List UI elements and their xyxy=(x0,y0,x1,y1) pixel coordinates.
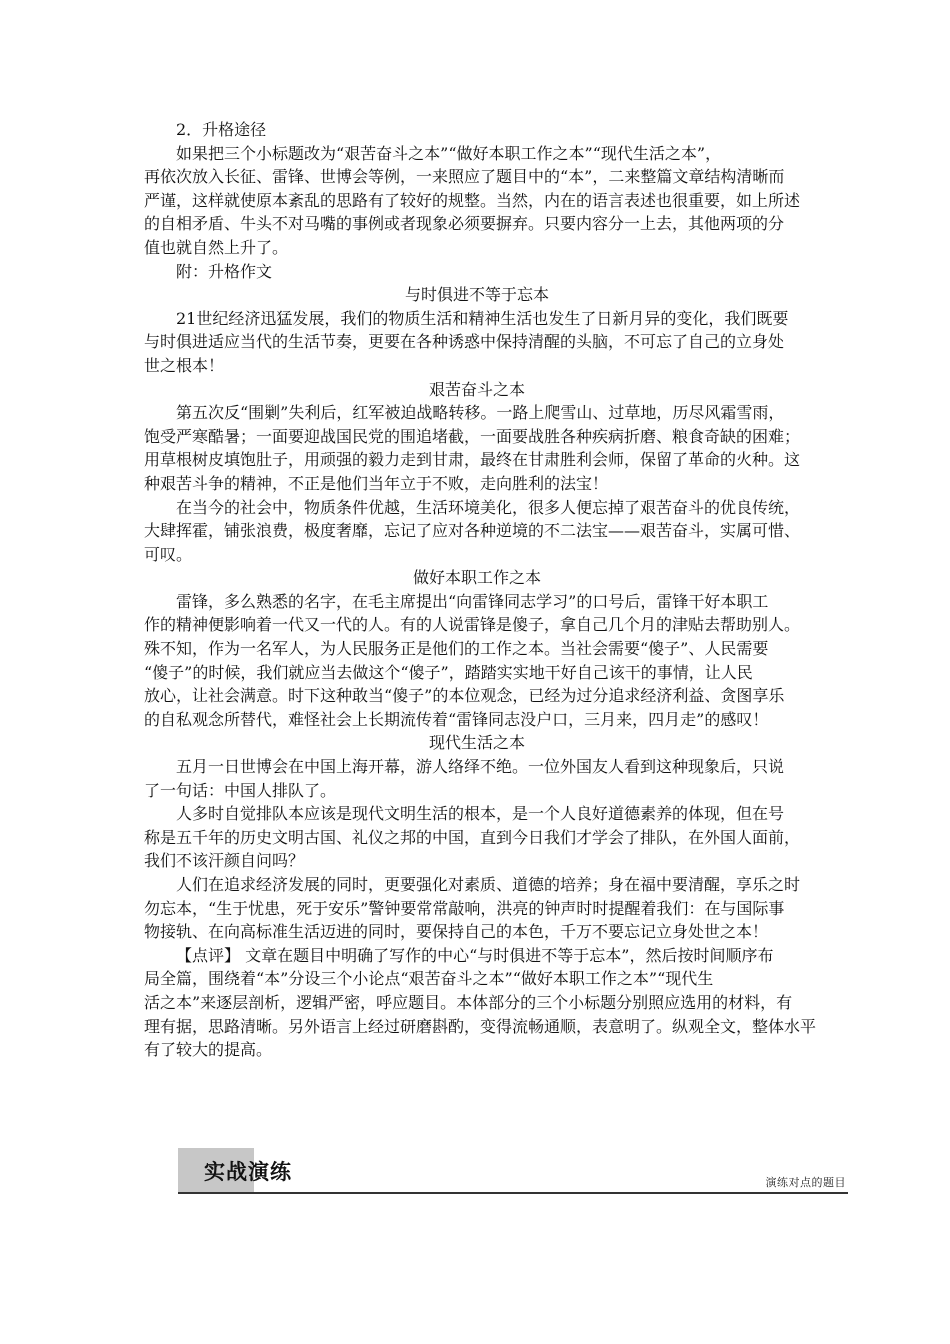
text-line: 值也就自然上升了。 xyxy=(144,237,289,257)
practice-title: 实战演练 xyxy=(204,1160,292,1184)
text-line: 世之根本！ xyxy=(144,355,225,375)
paragraph-lei-feng xyxy=(144,590,810,732)
paragraph-queue xyxy=(144,802,810,873)
text-line: 物接轨、在向高标准生活迈进的同时，要保持自己的本色，千万不要忘记立身处世之本！ xyxy=(144,922,769,942)
text-line: 理有据，思路清晰。另外语言上经过研磨斟酌，变得流畅通顺，表意明了。纵观全文，整体水平 xyxy=(144,1016,817,1036)
text-line: 的自相矛盾、牛头不对马嘴的事例或者现象必须要摒弃。只要内容分一上去，其他两项的分 xyxy=(144,214,785,234)
text-line: 饱受严寒酷暑；一面要迎战国民党的围追堵截，一面要战胜各种疾病折磨、粮食奇缺的困难； xyxy=(144,426,801,446)
text-line: 局全篇，围绕着“本”分设三个小论点“艰苦奋斗之本”“做好本职工作之本”“现代生 xyxy=(144,969,714,989)
subheading-duty: 做好本职工作之本 xyxy=(412,568,541,588)
practice-section-header xyxy=(178,1148,848,1194)
header-divider xyxy=(178,1192,848,1194)
text-line: 在当今的社会中，物质条件优越，生活环境美化，很多人便忘掉了艰苦奋斗的优良传统， xyxy=(176,497,801,517)
text-line: 称是五千年的历史文明古国、礼仪之邦的中国，直到今日我们才学会了排队，在外国人面前， xyxy=(144,827,801,847)
appendix-label: 附：升格作文 xyxy=(176,261,273,281)
text-line: 雷锋，多么熟悉的名字，在毛主席提出“向雷锋同志学习”的口号后，雷锋干好本职工 xyxy=(176,591,769,611)
paragraph-expo xyxy=(144,755,810,802)
text-line xyxy=(144,944,810,968)
text-line: 殊不知，作为一名军人，为人民服务正是他们的工作之本。当社会需要“傻子”、人民需要 xyxy=(144,639,769,659)
paragraph-conclusion xyxy=(144,873,810,944)
text-line: 人们在追求经济发展的同时，更要强化对素质、道德的培养；身在福中要清醒，享乐之时 xyxy=(176,875,801,894)
text-line: 勿忘本，“生于忧患，死于安乐”警钟要常常敲响，洪亮的钟声时时提醒着我们：在与国际事 xyxy=(144,898,785,918)
text-line: 了一句话：中国人排队了。 xyxy=(144,780,337,800)
text-line: 的自私观念所替代，难怪社会上长期流传着“雷锋同志没户口，三月来，四月走”的感叹！ xyxy=(144,709,769,729)
essay-title: 与时俱进不等于忘本 xyxy=(404,285,549,305)
text-line: 如果把三个小标题改为“艰苦奋斗之本”“做好本职工作之本”“现代生活之本”， xyxy=(176,143,722,163)
subheading-hard-work: 艰苦奋斗之本 xyxy=(428,379,525,399)
text-line: 用草根树皮填饱肚子，用顽强的毅力走到甘肃，最终在甘肃胜利会师，保留了革命的火种。这 xyxy=(144,450,801,470)
text-line: 活之本”来逐层剖析，逻辑严密，呼应题目。本体部分的三个小标题分别照应选用的材料，有 xyxy=(144,992,793,1012)
text-line: 与时俱进适应当代的生活节奏，更要在各种诱惑中保持清醒的头脑，不可忘了自己的立身处 xyxy=(144,332,785,352)
comment-tag: 【点评】 xyxy=(176,945,241,965)
text-line: 人多时自觉排队本应该是现代文明生活的根本，是一个人良好道德素养的体现，但在号 xyxy=(176,804,785,824)
text-line: 我们不该汗颜自问吗？ xyxy=(144,851,305,871)
text-line: 种艰苦斗争的精神，不正是他们当年立于不败，走向胜利的法宝！ xyxy=(144,473,609,493)
text-line: 21世纪经济迅猛发展，我们的物质生活和精神生活也发生了日新月异的变化，我们既要 xyxy=(176,308,789,328)
text-line: 大肆挥霍，铺张浪费，极度奢靡，忘记了应对各种逆境的不二法宝——艰苦奋斗，实属可惜、 xyxy=(144,521,801,541)
comment-text: 文章在题目中明确了写作的中心“与时俱进不等于忘本”，然后按时间顺序布 xyxy=(245,945,774,965)
subheading-modern-life: 现代生活之本 xyxy=(428,733,525,753)
text-line: 第五次反“围剿”失利后，红军被迫战略转移。一路上爬雪山、过草地，历尽风霜雪雨， xyxy=(176,403,785,423)
text-line: 再依次放入长征、雷锋、世博会等例，一来照应了题目中的“本”，二来整篇文章结构清晰而 xyxy=(144,167,785,187)
text-line: 有了较大的提高。 xyxy=(144,1040,273,1060)
paragraph-intro xyxy=(144,307,810,378)
text-line: “傻子”的时候，我们就应当去做这个“傻子”，踏踏实实地干好自己该干的事情，让人民 xyxy=(144,662,753,682)
text-line: 五月一日世博会在中国上海开幕，游人络绎不绝。一位外国友人看到这种现象后，只说 xyxy=(176,757,785,777)
text-line: 作的精神便影响着一代又一代的人。有的人说雷锋是傻子，拿自己几个月的津贴去帮助别人。 xyxy=(144,615,801,635)
text-line: 可叹。 xyxy=(144,544,193,564)
paragraph-long-march xyxy=(144,401,810,495)
section-heading: 2．升格途径 xyxy=(176,120,267,139)
practice-subtitle: 演练对点的题目 xyxy=(765,1176,846,1189)
text-line: 放心，让社会满意。时下这种敢当“傻子”的本位观念，已经为过分追求经济利益、贪图享乐 xyxy=(144,686,785,706)
text-line: 严谨，这样就使原本紊乱的思路有了较好的规整。当然，内在的语言表述也很重要，如上所述 xyxy=(144,190,801,210)
document-body xyxy=(144,118,817,1062)
paragraph-upgrade-path xyxy=(144,142,810,260)
commentary xyxy=(144,944,817,1062)
paragraph-today xyxy=(144,496,810,567)
